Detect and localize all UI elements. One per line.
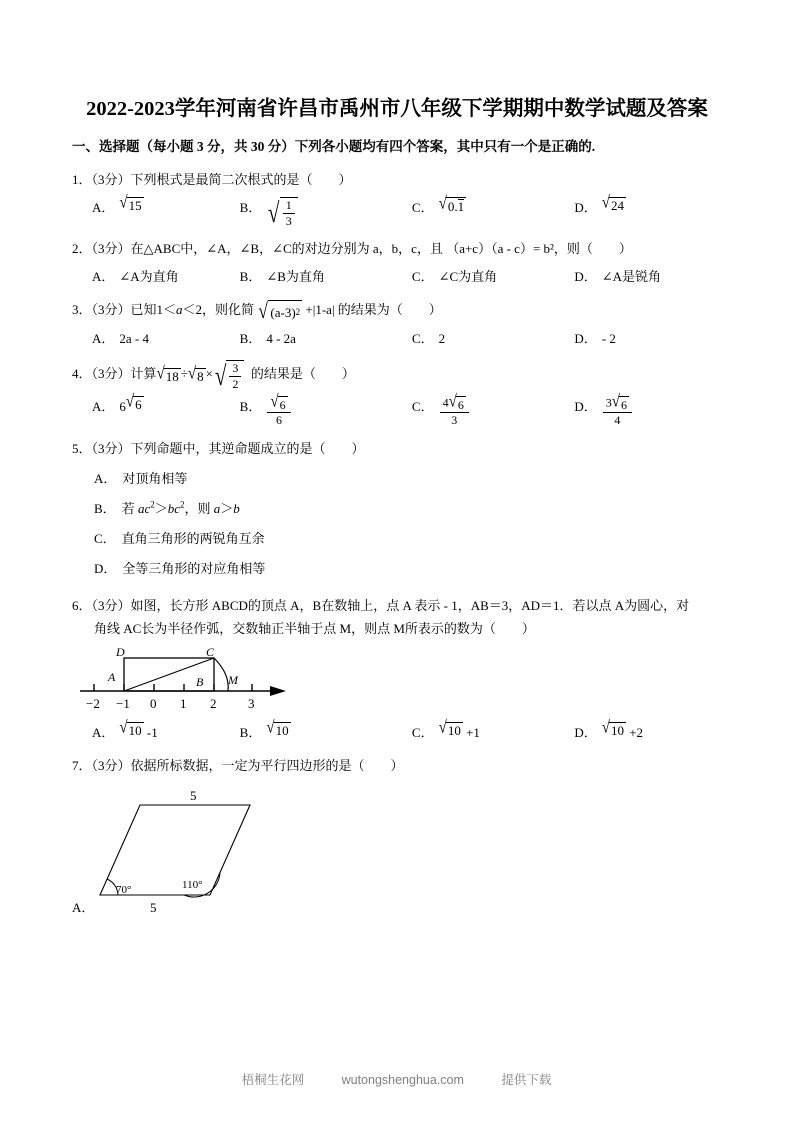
footer-site-name: 梧桐生花网	[241, 1073, 305, 1087]
option-text: 对顶角相等	[122, 470, 188, 486]
question-4-prefix: 4．	[72, 366, 92, 382]
question-2	[72, 237, 722, 288]
option-label: C．	[94, 530, 116, 546]
question-5-options	[72, 464, 722, 584]
svg-text:−1: −1	[116, 695, 130, 711]
option-label: B．	[94, 500, 116, 516]
svg-text:M: M	[228, 672, 238, 687]
question-1-marks: （3分）	[91, 172, 131, 187]
svg-text:A: A	[108, 669, 116, 684]
question-1-option-d[interactable]	[574, 193, 722, 227]
sqrt-6: √ 6	[448, 392, 464, 412]
footer	[0, 1070, 793, 1088]
svg-text:−2: −2	[86, 695, 100, 711]
question-5-text: 下列命题中，其逆命题成立的是（ ）	[130, 440, 365, 456]
top-side-label: 5	[190, 787, 197, 803]
section-heading: 一、选择题（每小题 3 分，共 30 分）下列各小题均有四个答案，其中只有一个是正确的.	[72, 139, 596, 154]
svg-text:B: B	[196, 674, 204, 689]
option-text: 2	[438, 331, 446, 347]
question-4-option-c[interactable]	[411, 392, 574, 428]
question-5-option-c[interactable]	[94, 524, 722, 554]
option-text: ∠A是锐角	[601, 269, 662, 285]
sqrt-15: √ 15	[119, 193, 142, 213]
question-1-option-a[interactable]	[92, 193, 240, 227]
sqrt-24: √ 24	[601, 193, 624, 213]
sqrt-one-third: √ $\frac{1}{3}$	[266, 197, 297, 227]
option-label: D．	[574, 269, 597, 285]
question-6-figure	[72, 646, 722, 716]
question-4-options	[72, 392, 722, 428]
question-4-option-b[interactable]	[239, 392, 412, 428]
figure-option-label: A．	[72, 899, 95, 915]
document-content	[72, 92, 722, 915]
option-label: C．	[411, 200, 434, 215]
question-1-options	[72, 193, 722, 230]
question-6-marks: （3分）	[91, 597, 131, 613]
option-label: B．	[239, 724, 262, 740]
question-4-stem	[72, 360, 722, 393]
option-label: D．	[574, 331, 597, 347]
option-label: B．	[239, 331, 262, 347]
option-label: C．	[411, 331, 434, 347]
question-6-text-line2: 角线 AC长为半径作弧，交数轴正半轴于点 M，则点 M所表示的数为（ ）	[94, 620, 535, 636]
question-5	[72, 437, 722, 584]
sqrt-10: √ 10	[266, 718, 289, 738]
bottom-side-label: 5	[150, 899, 157, 915]
option-label: A．	[92, 331, 115, 347]
question-4	[72, 360, 722, 427]
question-6-option-a[interactable]	[92, 718, 240, 744]
sqrt-8: √ 8	[187, 364, 204, 384]
question-3-text-b: +|1-a| 的结果为（ ）	[305, 302, 442, 318]
question-7	[72, 754, 722, 915]
option-text: ∠B为直角	[266, 269, 325, 285]
option-text: 若 $ac^2>bc^2$，则 a＞b	[121, 499, 240, 516]
question-4-text-b: 的结果是（ ）	[247, 366, 355, 382]
footer-note: 提供下载	[501, 1073, 552, 1087]
sqrt-zero-point-one-repeating: √ 0. 1	[438, 194, 465, 214]
question-2-text: 在△ABC中，∠A，∠B，∠C的对边分别为 a，b，c，且 （a+c）（a - c）= b²，则（ ）	[130, 241, 632, 257]
question-6	[72, 594, 722, 744]
question-2-marks: （3分）	[91, 241, 131, 257]
sqrt-10: √ 10	[438, 718, 461, 738]
option-text: 全等三角形的对应角相等	[122, 560, 266, 576]
svg-text:D: D	[116, 645, 125, 659]
option-label: D．	[94, 560, 117, 576]
sqrt-18: √ 18	[156, 364, 179, 384]
option-text: - 2	[601, 331, 616, 347]
question-7-stem	[72, 754, 722, 777]
question-1-option-b[interactable]	[239, 197, 412, 230]
option-suffix: +2	[625, 724, 644, 740]
sqrt-three-halves: √ $\frac{3}{2}$	[213, 360, 244, 390]
question-1	[72, 168, 722, 230]
question-6-option-c[interactable]	[411, 718, 574, 744]
frac-4sqrt6-over-3: 4 √ 6 3	[440, 396, 469, 427]
option-label: C．	[411, 269, 434, 285]
question-3-marks: （3分）	[91, 302, 131, 318]
option-label: D．	[574, 399, 597, 415]
sqrt-a-minus-3-squared: √ (a-3) 2	[258, 298, 301, 324]
q4-div: ÷	[180, 366, 188, 382]
question-3-option-d[interactable]	[574, 328, 722, 350]
question-2-option-d[interactable]	[574, 266, 722, 288]
question-7-prefix: 7．	[72, 757, 92, 773]
question-7-text: 依据所标数据，一定为平行四边形的是（ ）	[130, 757, 404, 773]
option-text: ∠A为直角	[119, 269, 179, 285]
question-2-options	[72, 266, 722, 288]
svg-text:0: 0	[150, 695, 157, 711]
option-label: D．	[574, 200, 597, 215]
question-5-option-a[interactable]	[94, 464, 722, 494]
footer-site-url: wutongshenghua.com	[341, 1073, 464, 1087]
question-2-stem	[72, 237, 722, 260]
option-text: 2a - 4	[119, 331, 149, 347]
question-6-option-d[interactable]	[574, 718, 722, 744]
question-1-option-c[interactable]	[411, 194, 574, 227]
sqrt-6: √ 6	[611, 392, 627, 412]
question-2-option-a[interactable]	[92, 266, 240, 288]
question-6-prefix: 6．	[72, 597, 92, 613]
question-3-option-c[interactable]	[412, 328, 574, 350]
question-6-option-b[interactable]	[239, 718, 412, 744]
question-3-option-b[interactable]	[240, 328, 412, 350]
question-3-options	[72, 328, 722, 350]
option-label: B．	[239, 399, 262, 415]
svg-text:C: C	[206, 645, 215, 659]
question-3-text-a: 已知1＜a＜2，则化简	[130, 302, 255, 318]
question-6-text-line1: 如图，长方形 ABCD的顶点 A，B在数轴上，点 A 表示 - 1，AB＝3，AD＝1．若以点 A为圆心，对	[130, 597, 690, 613]
question-5-option-d[interactable]	[94, 554, 722, 584]
number-line-rectangle-diagram	[72, 646, 302, 716]
question-5-marks: （3分）	[91, 440, 131, 456]
question-4-option-d[interactable]	[574, 392, 722, 428]
question-3-option-a[interactable]	[92, 328, 240, 350]
q4-mul: ×	[205, 366, 213, 382]
option-text: 4 - 2a	[266, 331, 296, 347]
question-2-option-b[interactable]	[240, 266, 412, 288]
option-label: D．	[574, 724, 597, 740]
question-1-prefix: 1．	[72, 172, 92, 187]
option-text: 直角三角形的两锐角互余	[121, 530, 265, 546]
parallelogram-diagram	[72, 783, 282, 918]
option-label: C．	[411, 399, 434, 415]
option-text: ∠C为直角	[438, 269, 498, 285]
option-label: A．	[94, 470, 117, 486]
right-angle-label: 110°	[182, 878, 203, 891]
frac-3sqrt6-over-4: 3 √ 6 4	[603, 396, 632, 427]
frac-sqrt6-over-6: √ 6 6	[267, 396, 290, 427]
svg-text:1: 1	[180, 695, 187, 711]
question-2-option-c[interactable]	[412, 266, 574, 288]
sqrt-10: √ 10	[601, 718, 624, 738]
svg-text:2: 2	[210, 695, 217, 711]
option-label: A．	[92, 269, 115, 285]
question-4-option-a[interactable]	[92, 392, 240, 427]
svg-text:3: 3	[248, 695, 255, 711]
question-2-prefix: 2．	[72, 241, 92, 257]
question-4-marks: （3分）	[91, 366, 131, 382]
question-3	[72, 298, 722, 350]
option-label: A．	[92, 200, 115, 215]
option-label: B．	[239, 200, 262, 215]
sqrt-6: √ 6	[270, 392, 286, 412]
sqrt-10: √ 10	[119, 718, 142, 738]
question-5-option-b[interactable]	[94, 494, 722, 524]
option-label: A．	[92, 399, 115, 415]
question-7-figure	[72, 783, 722, 915]
option-suffix: +1	[462, 724, 480, 740]
question-5-stem	[72, 437, 722, 460]
question-7-marks: （3分）	[91, 757, 131, 773]
question-4-text-a: 计算	[130, 366, 157, 382]
option-label: B．	[239, 269, 262, 285]
question-1-text: 下列根式是最简二次根式的是（ ）	[130, 172, 352, 187]
sqrt-6: √ 6	[125, 392, 142, 413]
option-label: C．	[411, 724, 434, 740]
question-6-options	[72, 718, 722, 744]
option-text-6: 6	[119, 399, 126, 415]
left-angle-label: 70°	[116, 883, 132, 896]
question-6-stem	[72, 594, 722, 640]
option-suffix: -1	[143, 724, 158, 740]
question-5-prefix: 5．	[72, 440, 92, 456]
page-title: 2022-2023学年河南省许昌市禹州市八年级下学期期中数学试题及答案	[86, 98, 708, 120]
question-1-stem	[72, 168, 722, 191]
option-label: A．	[92, 724, 115, 740]
question-3-stem	[72, 298, 722, 322]
question-3-prefix: 3．	[72, 302, 92, 318]
